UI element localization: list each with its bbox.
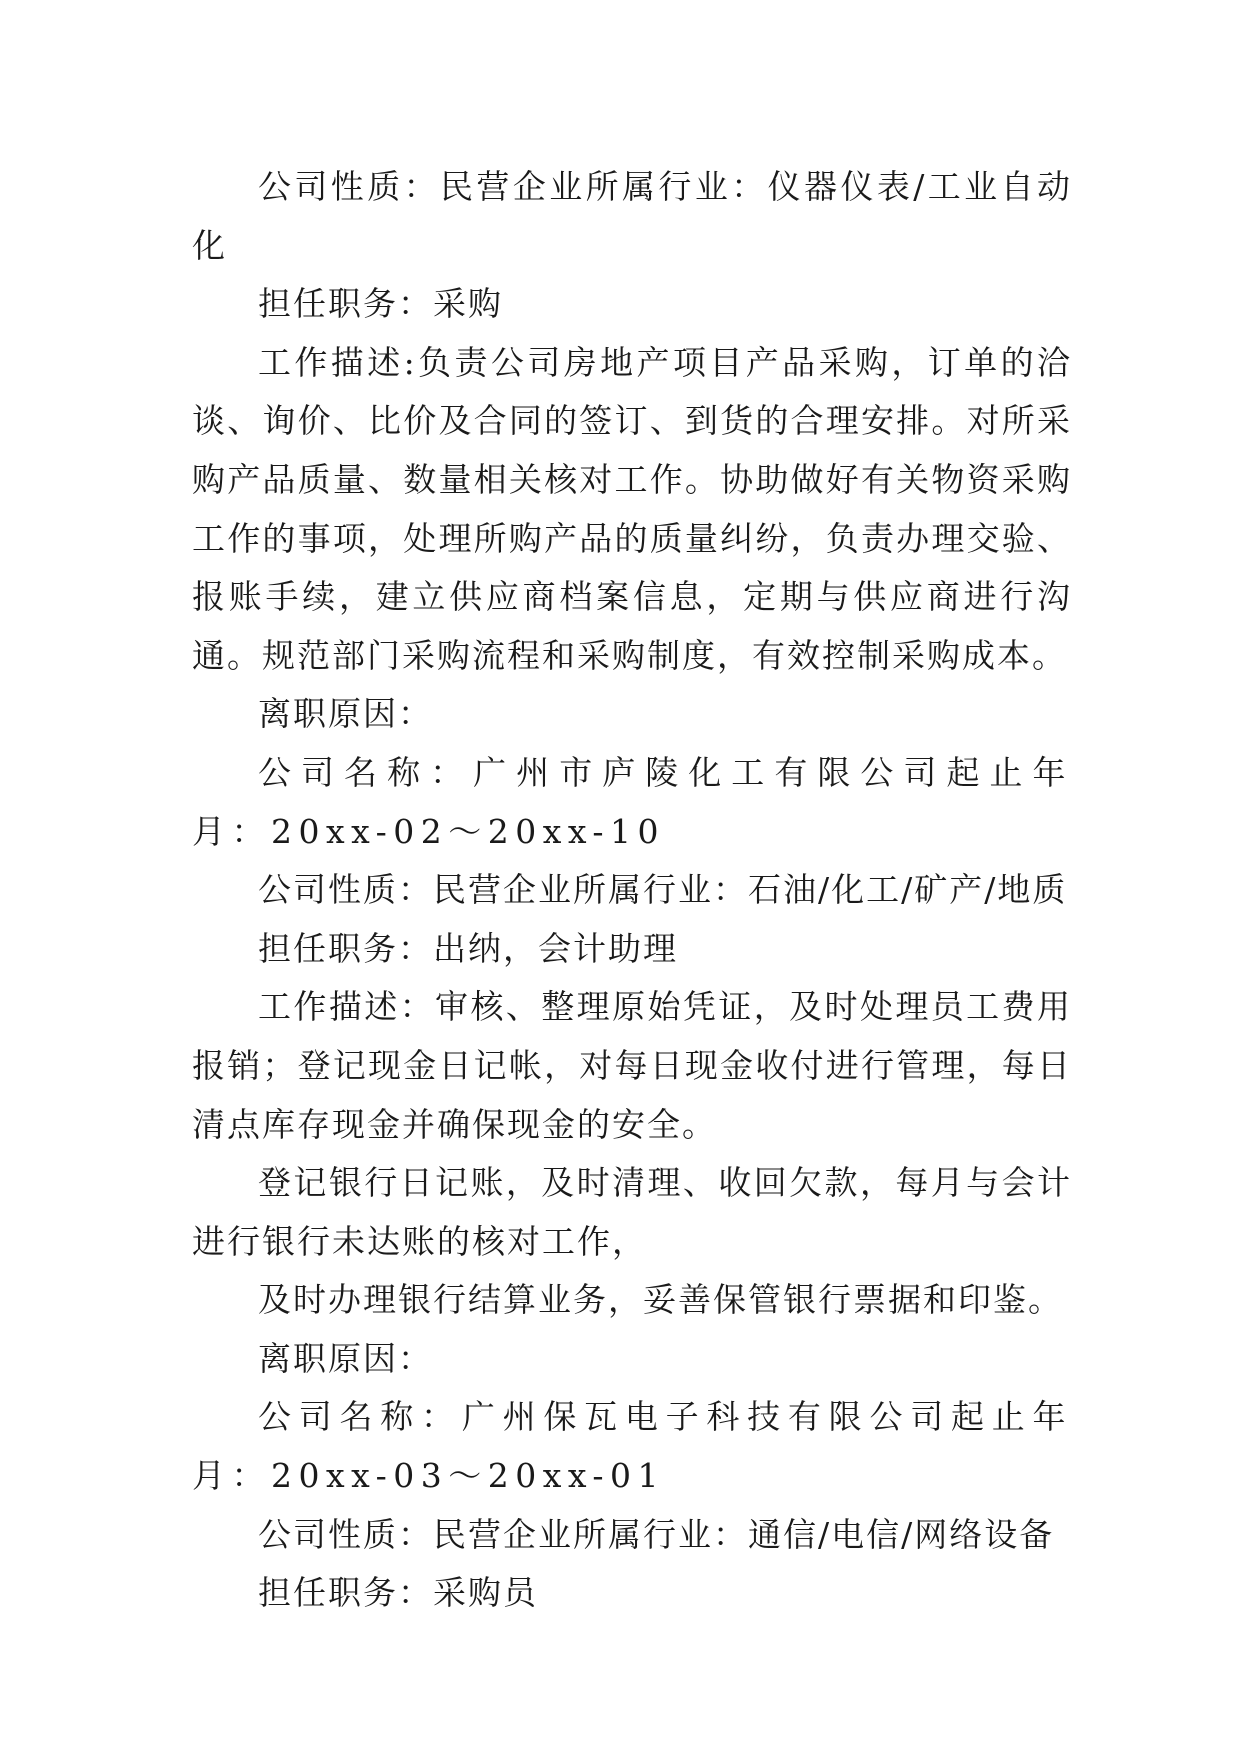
- paragraph-position-3: 担任职务：采购员: [258, 1573, 538, 1613]
- paragraph-leave-reason-1: 离职原因：: [258, 694, 433, 734]
- paragraph-company-name-3: 公司名称：广州保瓦电子科技有限公司起止年月：20xx-03～20xx-01: [192, 1397, 1072, 1496]
- paragraph-company-nature-1: 公司性质：民营企业所属行业：仪器仪表/工业自动化: [192, 167, 1072, 265]
- paragraph-job-description-2c: 及时办理银行结算业务，妥善保管银行票据和印鉴。: [258, 1280, 1063, 1320]
- paragraph-company-nature-2: 公司性质：民营企业所属行业：石油/化工/矿产/地质: [258, 870, 1068, 910]
- paragraph-job-description-1: 工作描述:负责公司房地产项目产品采购，订单的洽谈、询价、比价及合同的签订、到货的合理安排。对所采购产品质量、数量相关核对工作。协助做好有关物资采购工作的事项，处理所购产品的质量纠纷，负责办理交验、报账手续，建立供应商档案信息，定期与供应商进行沟通。规范部门采购流程和采购制度，有效控制采购成本。: [192, 342, 1072, 675]
- document-body: [192, 158, 1072, 1623]
- paragraph-job-description-2b: 登记银行日记账，及时清理、收回欠款，每月与会计进行银行未达账的核对工作，: [192, 1163, 1072, 1261]
- paragraph-position-1: 担任职务：采购: [258, 284, 503, 324]
- paragraph-position-2: 担任职务：出纳，会计助理: [258, 928, 678, 968]
- paragraph-leave-reason-2: 离职原因：: [258, 1338, 433, 1378]
- paragraph-company-name-2: 公司名称：广州市庐陵化工有限公司起止年月：20xx-02～20xx-10: [192, 752, 1072, 851]
- paragraph-company-nature-3: 公司性质：民营企业所属行业：通信/电信/网络设备: [258, 1514, 1055, 1554]
- paragraph-job-description-2: 工作描述：审核、整理原始凭证，及时处理员工费用报销；登记现金日记帐，对每日现金收付进行管理，每日清点库存现金并确保现金的安全。: [192, 987, 1072, 1144]
